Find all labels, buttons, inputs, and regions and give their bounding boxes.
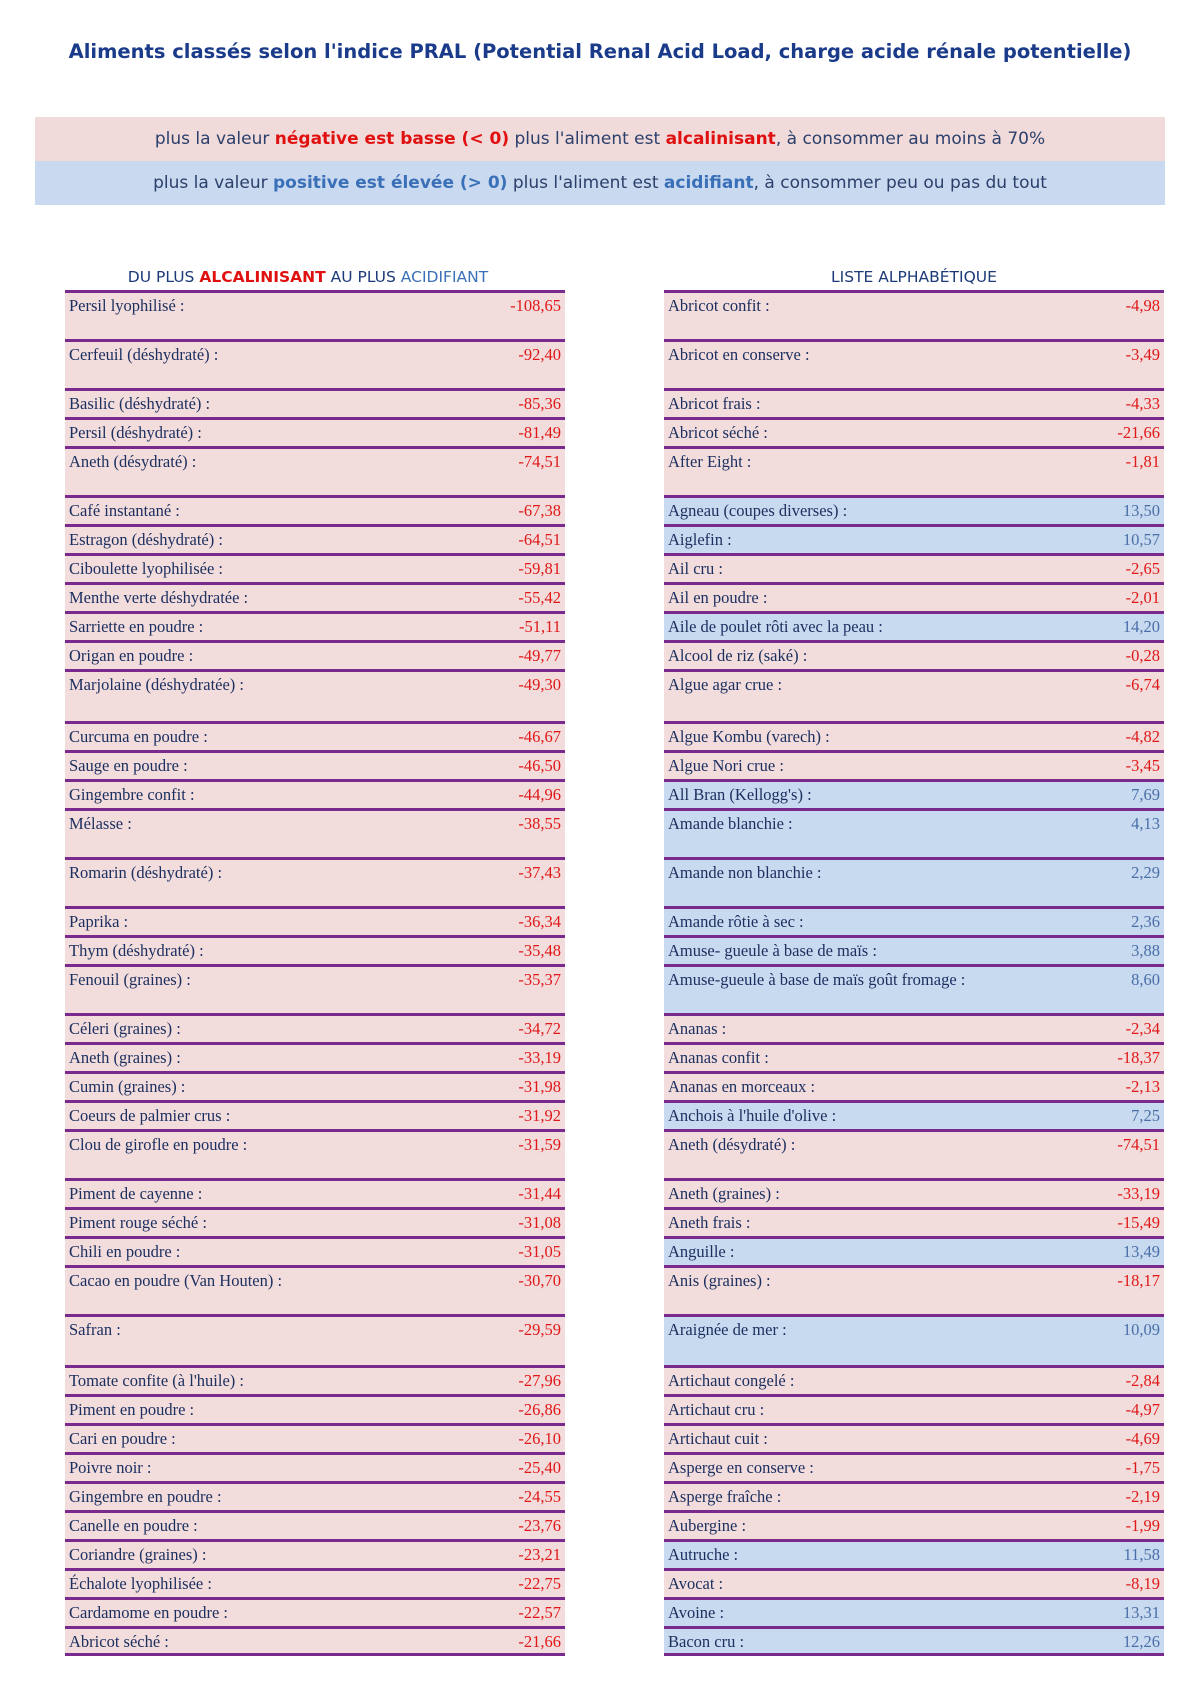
- alkaline-legend-keyword: alcalinisant: [665, 129, 776, 149]
- food-name: Aneth (désydraté) :: [69, 452, 197, 471]
- pral-value: 2,36: [1131, 912, 1160, 931]
- table-row: [664, 339, 1164, 388]
- food-name: Abricot en conserve :: [668, 345, 810, 364]
- pral-value: 2,29: [1131, 863, 1160, 882]
- pral-value: -31,92: [518, 1106, 561, 1125]
- food-name: Algue Nori crue :: [668, 756, 784, 775]
- table-row: [65, 640, 565, 669]
- pral-value: -6,74: [1125, 675, 1160, 694]
- alkaline-legend-post: , à consommer au moins à 70%: [775, 129, 1046, 149]
- pral-value: -34,72: [518, 1019, 561, 1038]
- pral-value: 10,09: [1122, 1320, 1160, 1339]
- pral-value: -4,82: [1125, 727, 1160, 746]
- left-column-heading: [60, 268, 556, 286]
- pral-value: 13,49: [1122, 1242, 1160, 1261]
- table-row: [65, 669, 565, 721]
- pral-value: -64,51: [518, 530, 561, 549]
- table-row: [664, 721, 1164, 750]
- pral-value: -0,28: [1125, 646, 1160, 665]
- pral-value: -74,51: [518, 452, 561, 471]
- food-name: Piment rouge séché :: [69, 1213, 207, 1232]
- food-name: Amuse- gueule à base de maïs :: [668, 941, 877, 960]
- food-name: Anchois à l'huile d'olive :: [668, 1106, 837, 1125]
- pral-value: -2,01: [1125, 588, 1160, 607]
- table-row: [65, 582, 565, 611]
- food-name: Autruche :: [668, 1545, 739, 1564]
- table-row: [65, 290, 565, 339]
- food-name: Bacon cru :: [668, 1632, 745, 1651]
- food-name: Cerfeuil (déshydraté) :: [69, 345, 219, 364]
- table-row: [65, 1042, 565, 1071]
- food-name: Cari en poudre :: [69, 1429, 176, 1448]
- table-row: [65, 339, 565, 388]
- table-row: [65, 524, 565, 553]
- pral-value: -24,55: [518, 1487, 561, 1506]
- pral-value: -1,99: [1125, 1516, 1160, 1535]
- table-row: [664, 1013, 1164, 1042]
- left-heading-acid: ACIDIFIANT: [400, 268, 489, 286]
- pral-value: -2,65: [1125, 559, 1160, 578]
- left-heading-pre: DU PLUS: [127, 268, 200, 286]
- food-name: Agneau (coupes diverses) :: [668, 501, 848, 520]
- table-row: [664, 1100, 1164, 1129]
- pral-value: -2,34: [1125, 1019, 1160, 1038]
- pral-value: -25,40: [518, 1458, 561, 1477]
- pral-value: 13,50: [1122, 501, 1160, 520]
- pral-value: -31,44: [518, 1184, 561, 1203]
- pral-value: -26,86: [518, 1400, 561, 1419]
- food-name: Coeurs de palmier crus :: [69, 1106, 231, 1125]
- pral-value: 11,58: [1123, 1545, 1160, 1564]
- food-name: Coriandre (graines) :: [69, 1545, 207, 1564]
- table-row: [65, 808, 565, 857]
- table-row: [65, 1597, 565, 1626]
- food-name: Alcool de riz (saké) :: [668, 646, 808, 665]
- acid-legend-keyword: acidifiant: [663, 173, 754, 193]
- food-name: Anguille :: [668, 1242, 735, 1261]
- food-name: Asperge en conserve :: [668, 1458, 814, 1477]
- table-row: [65, 1129, 565, 1178]
- table-row: [664, 1129, 1164, 1178]
- food-name: Marjolaine (déshydratée) :: [69, 675, 245, 694]
- table-row: [664, 1626, 1164, 1656]
- food-name: Aile de poulet rôti avec la peau :: [668, 617, 883, 636]
- table-row: [664, 906, 1164, 935]
- pral-value: -31,05: [518, 1242, 561, 1261]
- table-row: [65, 1510, 565, 1539]
- table-row: [65, 446, 565, 495]
- pral-value: 3,88: [1131, 941, 1160, 960]
- pral-value: -38,55: [518, 814, 561, 833]
- table-row: [65, 1207, 565, 1236]
- food-name: Abricot confit :: [668, 296, 770, 315]
- food-name: Persil (déshydraté) :: [69, 423, 202, 442]
- table-row: [65, 906, 565, 935]
- acid-legend-mid: plus l'aliment est: [507, 173, 664, 193]
- pral-value: 4,13: [1131, 814, 1160, 833]
- table-row: [65, 553, 565, 582]
- food-name: Safran :: [69, 1320, 121, 1339]
- food-name: Sauge en poudre :: [69, 756, 188, 775]
- table-row: [664, 1207, 1164, 1236]
- food-name: Basilic (déshydraté) :: [69, 394, 211, 413]
- food-name: Ananas en morceaux :: [668, 1077, 816, 1096]
- food-name: Amuse-gueule à base de maïs goût fromage :: [668, 970, 966, 989]
- pral-value: -46,50: [518, 756, 561, 775]
- table-row: [664, 1236, 1164, 1265]
- table-row: [65, 721, 565, 750]
- food-name: Algue agar crue :: [668, 675, 783, 694]
- food-name: Aubergine :: [668, 1516, 747, 1535]
- food-name: Amande rôtie à sec :: [668, 912, 804, 931]
- food-name: Cacao en poudre (Van Houten) :: [69, 1271, 283, 1290]
- table-row: [664, 1510, 1164, 1539]
- table-row: [65, 750, 565, 779]
- food-name: Piment en poudre :: [69, 1400, 195, 1419]
- table-row: [65, 495, 565, 524]
- food-name: Mélasse :: [69, 814, 132, 833]
- pral-sorted-table: [65, 290, 565, 1656]
- food-name: Fenouil (graines) :: [69, 970, 191, 989]
- food-name: Amande non blanchie :: [668, 863, 822, 882]
- table-row: [664, 388, 1164, 417]
- food-name: Ciboulette lyophilisée :: [69, 559, 223, 578]
- pral-value: -67,38: [518, 501, 561, 520]
- table-row: [664, 582, 1164, 611]
- table-row: [664, 524, 1164, 553]
- pral-value: -37,43: [518, 863, 561, 882]
- pral-value: 13,31: [1122, 1603, 1160, 1622]
- food-name: Café instantané :: [69, 501, 180, 520]
- food-name: Ananas confit :: [668, 1048, 769, 1067]
- pral-value: 8,60: [1131, 970, 1160, 989]
- table-row: [664, 1265, 1164, 1314]
- pral-value: -31,08: [518, 1213, 561, 1232]
- pral-value: -33,19: [1117, 1184, 1160, 1203]
- alkaline-legend: [35, 117, 1165, 161]
- table-row: [65, 1423, 565, 1452]
- left-heading-mid: AU PLUS: [325, 268, 401, 286]
- food-name: Cumin (graines) :: [69, 1077, 186, 1096]
- table-row: [65, 779, 565, 808]
- table-row: [664, 808, 1164, 857]
- table-row: [664, 290, 1164, 339]
- table-row: [65, 1481, 565, 1510]
- food-name: Échalote lyophilisée :: [69, 1574, 212, 1593]
- table-row: [664, 1539, 1164, 1568]
- food-name: Canelle en poudre :: [69, 1516, 198, 1535]
- pral-value: -1,75: [1125, 1458, 1160, 1477]
- table-row: [664, 553, 1164, 582]
- food-name: Aiglefin :: [668, 530, 732, 549]
- pral-value: -29,59: [518, 1320, 561, 1339]
- table-row: [664, 611, 1164, 640]
- pral-value: -35,48: [518, 941, 561, 960]
- table-row: [65, 417, 565, 446]
- table-row: [65, 388, 565, 417]
- food-name: Paprika :: [69, 912, 129, 931]
- food-name: Curcuma en poudre :: [69, 727, 208, 746]
- food-name: Anis (graines) :: [668, 1271, 771, 1290]
- acid-legend-highlight: positive est élevée (> 0): [272, 173, 508, 193]
- table-row: [664, 1394, 1164, 1423]
- table-row: [65, 1539, 565, 1568]
- alkaline-legend-pre: plus la valeur: [154, 129, 275, 149]
- pral-value: -2,19: [1125, 1487, 1160, 1506]
- pral-value: -36,34: [518, 912, 561, 931]
- pral-value: -22,57: [518, 1603, 561, 1622]
- pral-value: -31,59: [518, 1135, 561, 1154]
- table-row: [664, 935, 1164, 964]
- table-row: [664, 640, 1164, 669]
- food-name: Thym (déshydraté) :: [69, 941, 204, 960]
- food-name: Abricot séché :: [668, 423, 768, 442]
- food-name: Persil lyophilisé :: [69, 296, 185, 315]
- pral-value: -21,66: [1117, 423, 1160, 442]
- acid-legend-post: , à consommer peu ou pas du tout: [753, 173, 1047, 193]
- table-row: [65, 611, 565, 640]
- pral-value: -22,75: [518, 1574, 561, 1593]
- pral-value: -18,37: [1117, 1048, 1160, 1067]
- table-row: [664, 1597, 1164, 1626]
- food-name: Avocat :: [668, 1574, 724, 1593]
- table-row: [664, 669, 1164, 721]
- food-name: Sarriette en poudre :: [69, 617, 204, 636]
- alkaline-legend-highlight: négative est basse (< 0): [274, 129, 510, 149]
- food-name: Ail en poudre :: [668, 588, 768, 607]
- table-row: [664, 779, 1164, 808]
- table-row: [664, 1071, 1164, 1100]
- table-row: [65, 935, 565, 964]
- pral-value: -4,97: [1125, 1400, 1160, 1419]
- food-name: Poivre noir :: [69, 1458, 152, 1477]
- acid-legend-pre: plus la valeur: [153, 173, 273, 193]
- food-name: Aneth (graines) :: [69, 1048, 181, 1067]
- table-row: [65, 1394, 565, 1423]
- right-column-heading: LISTE ALPHABÉTIQUE: [831, 268, 997, 286]
- table-row: [65, 1100, 565, 1129]
- pral-value: -108,65: [510, 296, 561, 315]
- page-title: Aliments classés selon l'indice PRAL (Potential Renal Acid Load, charge acide rénale potentielle): [68, 40, 1132, 63]
- food-name: Artichaut congelé :: [668, 1371, 795, 1390]
- pral-value: -51,11: [518, 617, 561, 636]
- food-name: Cardamome en poudre :: [69, 1603, 228, 1622]
- table-row: [65, 1314, 565, 1365]
- food-name: Avoine :: [668, 1603, 725, 1622]
- pral-value: -4,98: [1125, 296, 1160, 315]
- food-name: Abricot séché :: [69, 1632, 169, 1651]
- pral-value: -46,67: [518, 727, 561, 746]
- pral-value: -4,33: [1125, 394, 1160, 413]
- pral-value: -49,30: [518, 675, 561, 694]
- food-name: Menthe verte déshydratée :: [69, 588, 249, 607]
- pral-value: -44,96: [518, 785, 561, 804]
- table-row: [65, 1265, 565, 1314]
- food-name: Gingembre confit :: [69, 785, 195, 804]
- food-name: Ananas :: [668, 1019, 727, 1038]
- food-name: Aneth frais :: [668, 1213, 751, 1232]
- food-name: Artichaut cru :: [668, 1400, 765, 1419]
- food-name: Ail cru :: [668, 559, 723, 578]
- table-row: [664, 1365, 1164, 1394]
- food-name: Clou de girofle en poudre :: [69, 1135, 248, 1154]
- food-name: Aneth (désydraté) :: [668, 1135, 796, 1154]
- food-name: Origan en poudre :: [69, 646, 194, 665]
- table-row: [664, 1423, 1164, 1452]
- table-row: [664, 1178, 1164, 1207]
- pral-value: -15,49: [1117, 1213, 1160, 1232]
- pral-value: -35,37: [518, 970, 561, 989]
- table-row: [664, 1452, 1164, 1481]
- table-row: [664, 417, 1164, 446]
- table-row: [664, 964, 1164, 1013]
- table-row: [664, 1042, 1164, 1071]
- pral-value: -1,81: [1125, 452, 1160, 471]
- table-row: [65, 857, 565, 906]
- table-row: [65, 1178, 565, 1207]
- pral-value: -8,19: [1125, 1574, 1160, 1593]
- pral-value: -49,77: [518, 646, 561, 665]
- pral-value: -2,84: [1125, 1371, 1160, 1390]
- pral-value: -23,21: [518, 1545, 561, 1564]
- food-name: Chili en poudre :: [69, 1242, 181, 1261]
- pral-value: -27,96: [518, 1371, 561, 1390]
- table-row: [65, 1013, 565, 1042]
- food-name: Asperge fraîche :: [668, 1487, 782, 1506]
- food-name: Tomate confite (à l'huile) :: [69, 1371, 244, 1390]
- pral-value: 14,20: [1122, 617, 1160, 636]
- pral-value: -33,19: [518, 1048, 561, 1067]
- table-row: [664, 1314, 1164, 1365]
- food-name: Céleri (graines) :: [69, 1019, 181, 1038]
- pral-value: 7,69: [1131, 785, 1160, 804]
- acid-legend: [35, 161, 1165, 205]
- food-name: Piment de cayenne :: [69, 1184, 203, 1203]
- pral-value: -85,36: [518, 394, 561, 413]
- table-row: [664, 857, 1164, 906]
- pral-value: -2,13: [1125, 1077, 1160, 1096]
- food-name: Algue Kombu (varech) :: [668, 727, 830, 746]
- pral-value: -30,70: [518, 1271, 561, 1290]
- food-name: Estragon (déshydraté) :: [69, 530, 223, 549]
- pral-value: 12,26: [1122, 1632, 1160, 1651]
- alkaline-legend-mid: plus l'aliment est: [509, 129, 666, 149]
- table-row: [65, 1236, 565, 1265]
- table-row: [664, 495, 1164, 524]
- table-row: [65, 964, 565, 1013]
- food-name: Gingembre en poudre :: [69, 1487, 222, 1506]
- pral-value: -21,66: [518, 1632, 561, 1651]
- table-row: [65, 1626, 565, 1656]
- table-row: [65, 1568, 565, 1597]
- pral-value: -59,81: [518, 559, 561, 578]
- food-name: Aneth (graines) :: [668, 1184, 780, 1203]
- table-row: [65, 1452, 565, 1481]
- table-row: [664, 446, 1164, 495]
- food-name: All Bran (Kellogg's) :: [668, 785, 812, 804]
- pral-value: -31,98: [518, 1077, 561, 1096]
- food-name: Romarin (déshydraté) :: [69, 863, 223, 882]
- left-heading-alkaline: ALCALINISANT: [199, 268, 326, 286]
- pral-value: -26,10: [518, 1429, 561, 1448]
- pral-value: -3,49: [1125, 345, 1160, 364]
- table-row: [65, 1071, 565, 1100]
- pral-value: 7,25: [1131, 1106, 1160, 1125]
- pral-value: -81,49: [518, 423, 561, 442]
- food-name: Artichaut cuit :: [668, 1429, 768, 1448]
- table-row: [65, 1365, 565, 1394]
- food-name: Abricot frais :: [668, 394, 761, 413]
- alphabetical-table: [664, 290, 1164, 1656]
- pral-value: -92,40: [518, 345, 561, 364]
- table-row: [664, 1481, 1164, 1510]
- food-name: Amande blanchie :: [668, 814, 793, 833]
- food-name: Araignée de mer :: [668, 1320, 787, 1339]
- table-row: [664, 1568, 1164, 1597]
- pral-value: -55,42: [518, 588, 561, 607]
- pral-value: -74,51: [1117, 1135, 1160, 1154]
- pral-value: -3,45: [1125, 756, 1160, 775]
- pral-value: -18,17: [1117, 1271, 1160, 1290]
- pral-value: -4,69: [1125, 1429, 1160, 1448]
- pral-value: 10,57: [1122, 530, 1160, 549]
- table-row: [664, 750, 1164, 779]
- pral-value: -23,76: [518, 1516, 561, 1535]
- food-name: After Eight :: [668, 452, 752, 471]
